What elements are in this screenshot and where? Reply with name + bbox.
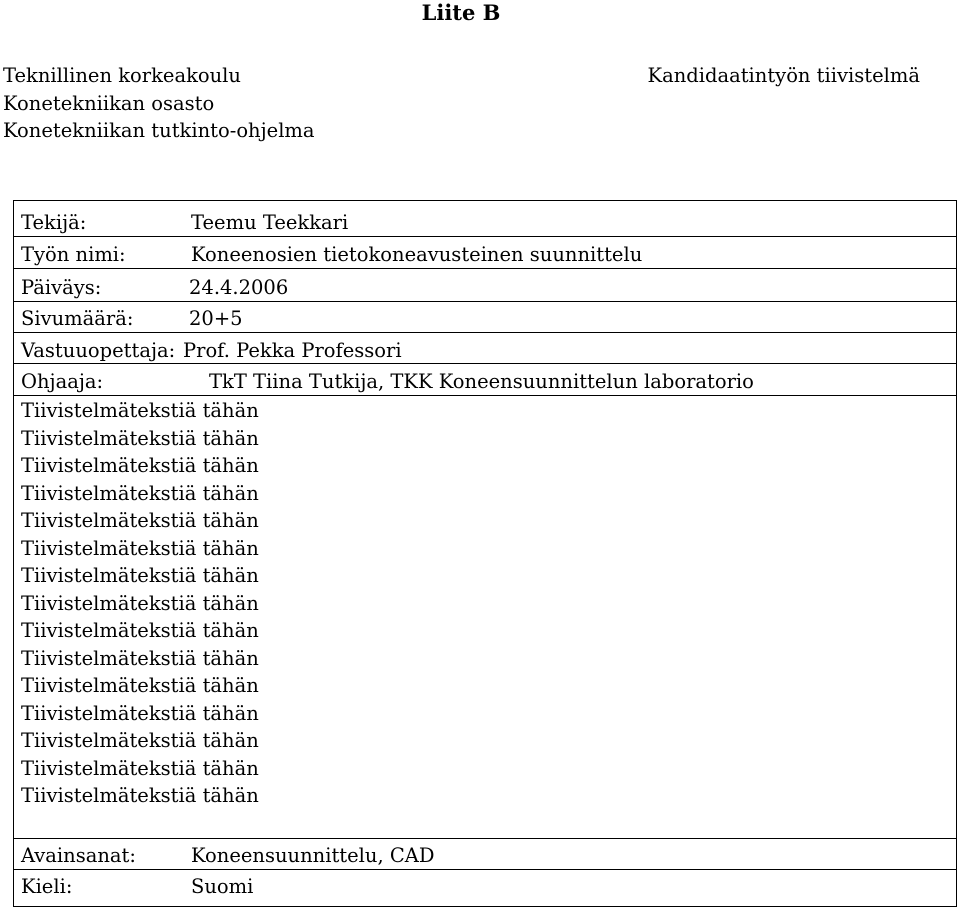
abstract-line: Tiivistelmätekstiä tähän [21, 564, 259, 587]
abstract-line: Tiivistelmätekstiä tähän [21, 399, 259, 422]
divider [14, 363, 956, 364]
page-count-value: 20+5 [189, 307, 243, 330]
supervisor-value: Prof. Pekka Professori [183, 339, 402, 362]
language-label: Kieli: [21, 875, 73, 898]
abstract-body [21, 397, 259, 810]
abstract-line: Tiivistelmätekstiä tähän [21, 426, 259, 450]
divider [14, 869, 956, 870]
abstract-line: Tiivistelmätekstiä tähän [21, 674, 259, 697]
divider [14, 395, 956, 396]
organization-block [3, 62, 315, 145]
abstract-line: Tiivistelmätekstiä tähän [21, 729, 259, 752]
abstract-line: Tiivistelmätekstiä tähän [21, 509, 259, 532]
abstract-line: Tiivistelmätekstiä tähän [21, 536, 259, 560]
author-value: Teemu Teekkari [191, 211, 349, 234]
university-name: Teknillinen korkeakoulu [3, 64, 241, 87]
abstract-form [13, 200, 957, 907]
abstract-line: Tiivistelmätekstiä tähän [21, 481, 259, 505]
supervisor-label: Vastuuopettaja: [21, 339, 176, 362]
divider [14, 838, 956, 839]
abstract-line: Tiivistelmätekstiä tähän [21, 784, 259, 807]
author-label: Tekijä: [21, 211, 87, 234]
language-value: Suomi [191, 875, 254, 898]
date-label: Päiväys: [21, 276, 102, 299]
department-name: Konetekniikan osasto [3, 91, 215, 115]
document-type: Kandidaatintyön tiivistelmä [647, 64, 920, 87]
abstract-line: Tiivistelmätekstiä tähän [21, 756, 259, 780]
page-count-label: Sivumäärä: [21, 307, 134, 330]
divider [14, 236, 956, 237]
abstract-line: Tiivistelmätekstiä tähän [21, 454, 259, 477]
divider [14, 301, 956, 302]
abstract-line: Tiivistelmätekstiä tähän [21, 701, 259, 725]
degree-programme-name: Konetekniikan tutkinto-ohjelma [3, 119, 315, 142]
instructor-label: Ohjaaja: [21, 370, 104, 393]
abstract-line: Tiivistelmätekstiä tähän [21, 619, 259, 642]
abstract-line: Tiivistelmätekstiä tähän [21, 646, 259, 670]
divider [14, 332, 956, 333]
instructor-value: TkT Tiina Tutkija, TKK Koneensuunnittelun laboratorio [209, 370, 754, 393]
date-value: 24.4.2006 [189, 276, 289, 299]
appendix-title: Liite B [421, 0, 501, 25]
divider [14, 268, 956, 269]
keywords-value: Koneensuunnittelu, CAD [191, 844, 435, 867]
thesis-title-label: Työn nimi: [21, 243, 126, 266]
abstract-line: Tiivistelmätekstiä tähän [21, 591, 259, 615]
keywords-label: Avainsanat: [21, 844, 136, 867]
thesis-title-value: Koneenosien tietokoneavusteinen suunnittelu [191, 243, 643, 266]
